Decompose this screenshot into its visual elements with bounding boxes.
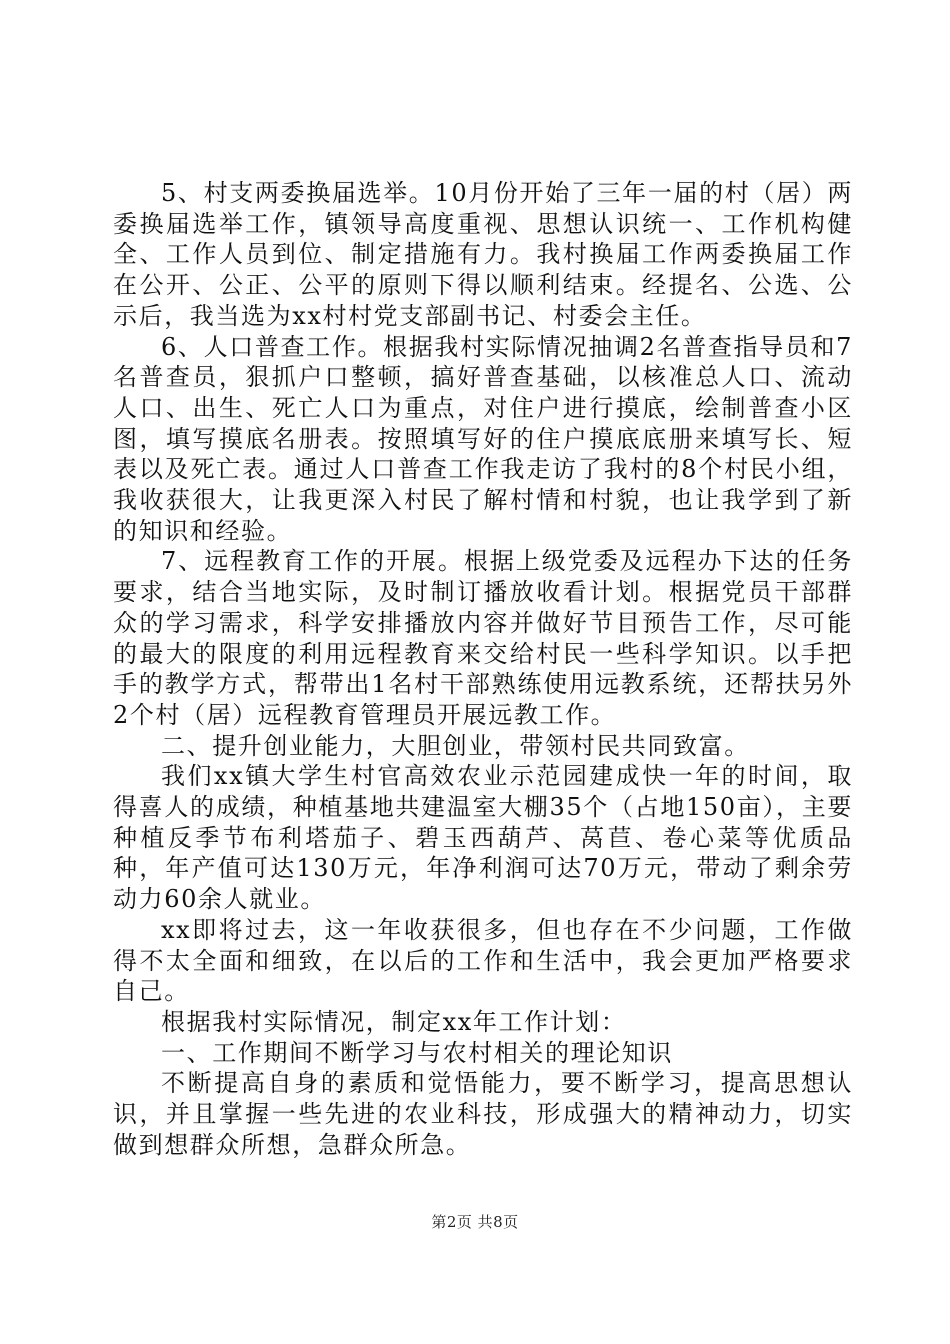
- paragraph-study-detail: 不断提高自身的素质和觉悟能力，要不断学习，提高思想认识，并且掌握一些先进的农业科技，形成强大的精神动力，切实做到想群众所想，急群众所急。: [113, 1069, 853, 1159]
- paragraph-village-election: 5、村支两委换届选举。10月份开始了三年一届的村（居）两委换届选举工作，镇领导高度重视、思想认识统一、工作机构健全、工作人员到位、制定措施有力。我村换届工作两委换届工作在公开、公正、公平的原则下得以顺利结束。经提名、公选、公示后，我当选为xx村村党支部副书记、村委会主任。: [113, 179, 853, 330]
- document-body: [113, 178, 853, 1161]
- section-heading-entrepreneurship: 二、提升创业能力，大胆创业，带领村民共同致富。: [161, 731, 750, 760]
- paragraph-plan-intro: 根据我村实际情况，制定xx年工作计划：: [161, 1007, 627, 1036]
- paragraph-remote-education: 7、远程教育工作的开展。根据上级党委及远程办下达的任务要求，结合当地实际，及时制订播放收看计划。根据党员干部群众的学习需求，科学安排播放内容并做好节目预告工作，尽可能的最大的限度的利用远程教育来交给村民一些科学知识。以手把手的教学方式，帮带出1名村干部熟练使用远教系统，还帮扶另外2个村（居）远程教育管理员开展远教工作。: [113, 547, 853, 729]
- page-number-footer: 第2页 共8页: [431, 1213, 519, 1231]
- paragraph-year-summary: xx即将过去，这一年收获很多，但也存在不少问题，工作做得不太全面和细致，在以后的工作和生活中，我会更加严格要求自己。: [113, 915, 853, 1006]
- paragraph-agriculture-park: 我们xx镇大学生村官高效农业示范园建成快一年的时间，取得喜人的成绩，种植基地共建温室大棚35个（占地150亩），主要种植反季节布利塔茄子、碧玉西葫芦、莴苣、卷心菜等优质品种，年产值可达130万元，年净利润可达70万元，带动了剩余劳动力60余人就业。: [113, 762, 853, 914]
- paragraph-census-work: 6、人口普查工作。根据我村实际情况抽调2名普查指导员和7名普查员，狠抓户口整顿，搞好普查基础，以核准总人口、流动人口、出生、死亡人口为重点，对住户进行摸底，绘制普查小区图，填写摸底名册表。按照填写好的住户摸底底册来填写长、短表以及死亡表。通过人口普查工作我走访了我村的8个村民小组，我收获很大，让我更深入村民了解村情和村貌，也让我学到了新的知识和经验。: [113, 332, 853, 545]
- section-heading-study: 一、工作期间不断学习与农村相关的理论知识: [161, 1038, 673, 1067]
